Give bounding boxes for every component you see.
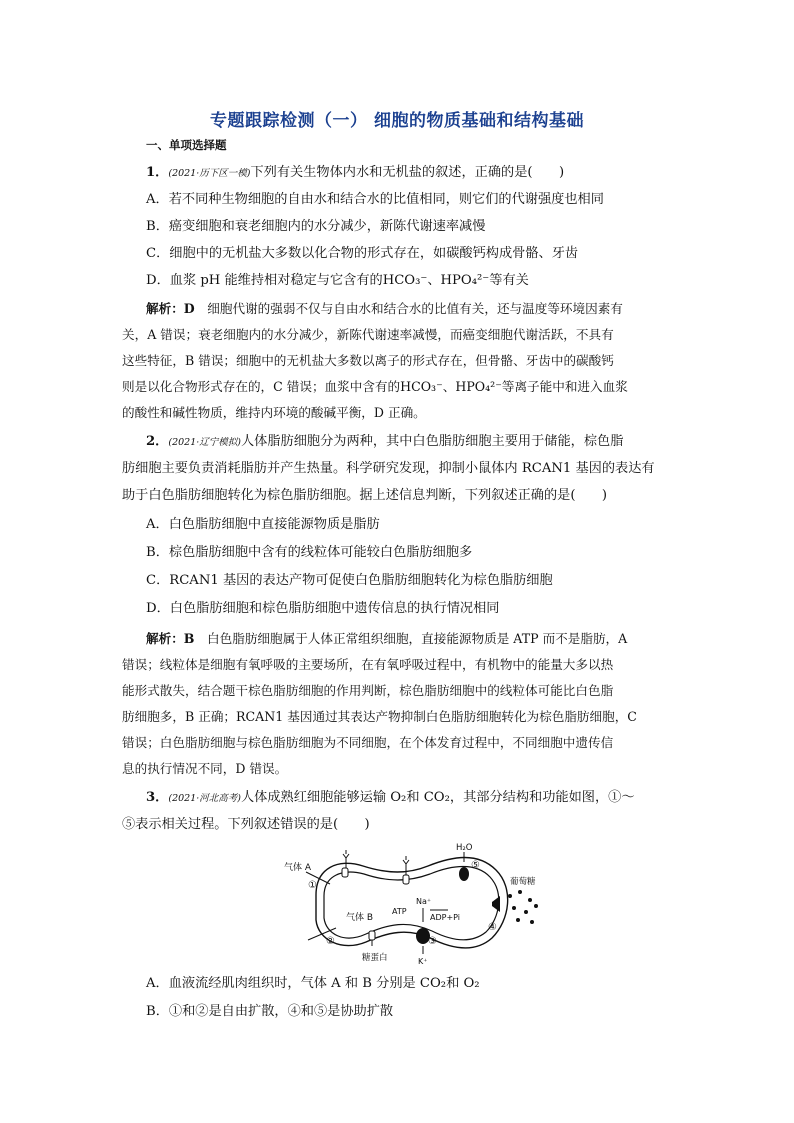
sodium-label: Na⁺ (416, 897, 432, 906)
q2-analysis-line: 能形式散失，结合题干棕色脂肪细胞的作用判断，棕色脂肪细胞中的线粒体可能比白色脂 (122, 683, 614, 698)
adp-label: ADP+Pi (430, 913, 461, 922)
atp-label: ATP (392, 907, 407, 916)
cell-membrane-inner (324, 867, 499, 940)
q2-source: (2021·辽宁模拟) (168, 437, 241, 448)
gas-a-label: 气体 A (284, 863, 312, 873)
q3-stem-line: ⑤表示相关过程。下列叙述错误的是( ) (122, 817, 370, 832)
channel-protein (342, 868, 348, 877)
q1-source: (2021·历下区一模) (168, 168, 251, 179)
q2-analysis-line (146, 629, 666, 649)
q2-question: 人体脂肪细胞分为两种，其中白色脂肪细胞主要用于储能，棕色脂 (240, 434, 624, 449)
q2-option-d: D．白色脂肪细胞和棕色脂肪细胞中遗传信息的执行情况相同 (146, 601, 500, 616)
q1-stem (146, 163, 666, 184)
glycoprotein-marks (343, 850, 409, 946)
q3-number: 3． (146, 790, 169, 805)
q1-analysis-text: 细胞代谢的强弱不仅与自由水和结合水的比值有关，还与温度等环境因素有 (207, 301, 623, 316)
q2-option-c: C．RCAN1 基因的表达产物可促使白色脂肪细胞转化为棕色脂肪细胞 (146, 573, 553, 588)
q2-analysis-line: 息的执行情况不同，D 错误。 (122, 761, 288, 776)
q2-stem-line: 助于白色脂肪细胞转化为棕色脂肪细胞。据上述信息判断，下列叙述正确的是( ) (122, 488, 608, 503)
channel-protein (369, 931, 375, 940)
q1-option-d: D．血浆 pH 能维持相对稳定与它含有的HCO₃⁻、HPO₄²⁻等有关 (146, 273, 529, 288)
aquaporin (459, 867, 469, 881)
q2-analysis-line: 错误；线粒体是细胞有氧呼吸的主要场所，在有氧呼吸过程中，有机物中的能量大多以热 (122, 657, 614, 672)
page-title: 专题跟踪检测（一） 细胞的物质基础和结构基础 (210, 111, 584, 131)
q1-answer-label: 解析：D (146, 301, 195, 316)
q2-option-a: A．白色脂肪细胞中直接能源物质是脂肪 (146, 517, 380, 532)
q3-option-a: A．血液流经肌肉组织时，气体 A 和 B 分别是 CO₂和 O₂ (146, 976, 480, 991)
q1-analysis-line: 的酸性和碱性物质，维持内环境的酸碱平衡，D 正确。 (122, 405, 426, 420)
q1-analysis-line: 则是以化合物形式存在的，C 错误；血浆中含有的HCO₃⁻、HPO₄²⁻等离子能中和进入血浆 (122, 379, 628, 394)
q2-answer-label: 解析：B (146, 631, 195, 646)
process-5-marker: ⑤ (471, 860, 480, 871)
process-4-marker: ④ (488, 922, 497, 933)
q1-option-c: C．细胞中的无机盐大多数以化合物的形式存在，如碳酸钙构成骨骼、牙齿 (146, 246, 579, 261)
q1-option-a: A．若不同种生物细胞的自由水和结合水的比值相同，则它们的代谢强度也相同 (146, 192, 604, 207)
q3-stem (146, 788, 666, 809)
q1-analysis-line: 关，A 错误；衰老细胞内的水分减少，新陈代谢速率减慢，而癌变细胞代谢活跃，不具有 (122, 327, 614, 342)
section-heading: 一、单项选择题 (146, 138, 227, 152)
channel-protein (403, 875, 409, 884)
q1-analysis-line: 这些特征，B 错误；细胞中的无机盐大多数以离子的形式存在，但骨骼、牙齿中的碳酸钙 (122, 353, 614, 368)
red-blood-cell-diagram (278, 840, 548, 966)
q2-analysis-line: 错误；白色脂肪细胞与棕色脂肪细胞为不同细胞，在个体发育过程中，不同细胞中遗传信 (122, 735, 614, 750)
water-label: H₂O (456, 843, 473, 853)
process-1-marker: ① (308, 880, 317, 891)
gas-b-label: 气体 B (346, 913, 374, 923)
q2-analysis-line: 肪细胞多，B 正确；RCAN1 基因通过其表达产物抑制白色脂肪细胞转化为棕色脂肪细胞，C (122, 709, 637, 724)
potassium-label: K⁺ (418, 957, 428, 966)
q2-stem (146, 432, 666, 453)
q2-analysis-text: 白色脂肪细胞属于人体正常组织细胞，直接能源物质是 ATP 而不是脂肪，A (207, 631, 628, 646)
q3-source: (2021·河北高考) (168, 793, 241, 804)
q1-question: 下列有关生物体内水和无机盐的叙述，正确的是( ) (250, 165, 565, 180)
process-2-marker: ② (326, 936, 335, 947)
q3-option-b: B．①和②是自由扩散，④和⑤是协助扩散 (146, 1004, 394, 1019)
q3-question: 人体成熟红细胞能够运输 O₂和 CO₂，其部分结构和功能如图，①～ (240, 790, 635, 805)
q1-number: 1． (146, 165, 169, 180)
glucose-label: 葡萄糖 (510, 877, 536, 887)
q2-option-b: B．棕色脂肪细胞中含有的线粒体可能较白色脂肪细胞多 (146, 545, 473, 560)
glycoprotein-label: 糖蛋白 (362, 953, 388, 963)
q1-option-b: B．癌变细胞和衰老细胞内的水分减少，新陈代谢速率减慢 (146, 219, 486, 234)
q2-number: 2． (146, 434, 169, 449)
q1-analysis-line (146, 299, 666, 319)
q2-stem-line: 肪细胞主要负责消耗脂肪并产生热量。科学研究发现，抑制小鼠体内 RCAN1 基因的表达有 (122, 461, 655, 476)
process-3-marker: ③ (428, 936, 437, 947)
glucose-molecules (508, 890, 538, 924)
glucose-carrier (492, 896, 500, 912)
